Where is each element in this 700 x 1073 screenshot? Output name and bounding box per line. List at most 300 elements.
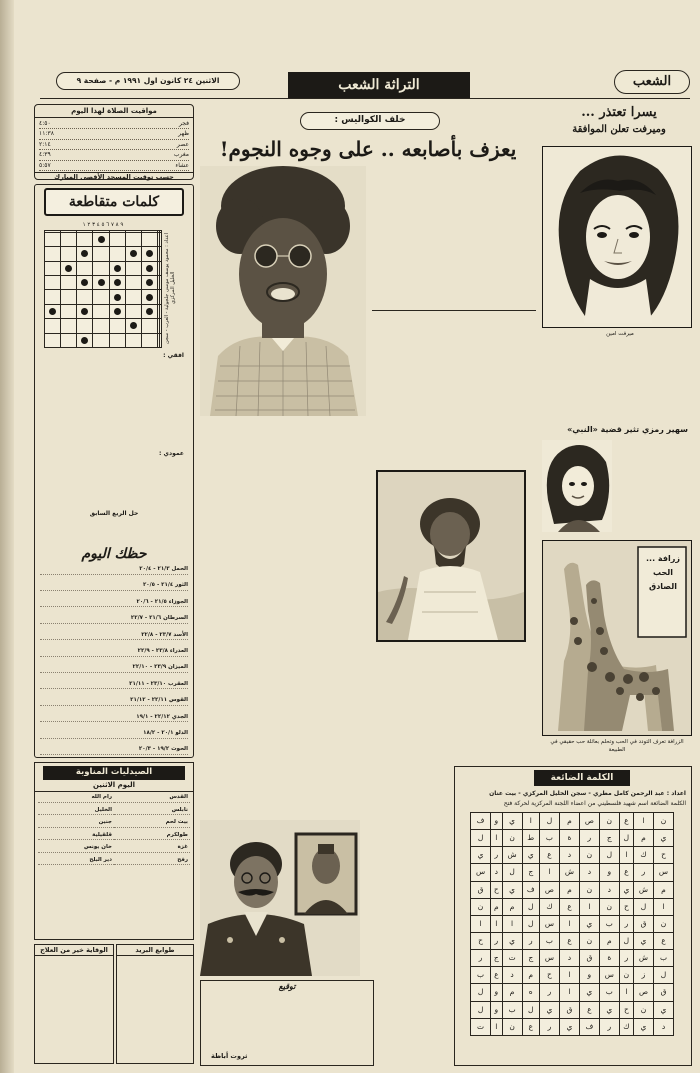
word-puzzle-cell[interactable]: ا: [653, 898, 673, 915]
crossword-cell[interactable]: [45, 275, 61, 289]
word-puzzle-cell[interactable]: ا: [491, 915, 503, 932]
logo-box: [614, 70, 690, 94]
health-box: [34, 944, 114, 1064]
word-puzzle-cell[interactable]: ي: [579, 915, 599, 932]
horoscope-sign: [40, 615, 188, 624]
word-puzzle-cell[interactable]: ن: [599, 813, 619, 830]
pharmacy-city-name: رفح: [177, 856, 188, 863]
word-puzzle-cell[interactable]: س: [471, 864, 491, 881]
word-puzzle-cell[interactable]: ك: [539, 898, 559, 915]
crossword-cell[interactable]: [93, 290, 109, 304]
word-puzzle-cell[interactable]: د: [599, 881, 619, 898]
word-puzzle-cell[interactable]: س: [539, 915, 559, 932]
word-puzzle-cell[interactable]: ح: [539, 967, 559, 984]
horoscope-sign-name: العذراء ٢٣/٨ - ٢٢/٩: [137, 647, 188, 654]
crossword-numbers: ٩ ٨ ٧ ٦ ٥ ٤ ٣ ٢ ١: [82, 222, 124, 228]
horoscope-sign-name: الأسد ٢٣/٧ - ٢٢/٨: [141, 631, 188, 638]
word-puzzle-cell[interactable]: ي: [539, 1001, 559, 1018]
word-puzzle-cell[interactable]: ي: [502, 813, 522, 830]
horoscope-sign-name: القوس ٢٢/١١ - ٢١/١٢: [130, 697, 188, 704]
pharmacy-city-name: جنين: [98, 819, 112, 825]
crossword-cell[interactable]: [159, 261, 161, 275]
word-puzzle-cell[interactable]: ح: [619, 898, 633, 915]
word-puzzle-cell[interactable]: ل: [653, 967, 673, 984]
word-puzzle-cell[interactable]: ع: [559, 932, 579, 949]
word-puzzle-cell[interactable]: د: [491, 864, 503, 881]
word-puzzle-cell[interactable]: ق: [471, 881, 491, 898]
crossword-cell[interactable]: [93, 304, 109, 318]
word-puzzle-cell[interactable]: ن: [633, 1001, 653, 1018]
horoscope-sign: [40, 681, 188, 690]
crossword-cell[interactable]: [157, 333, 159, 347]
word-puzzle-cell[interactable]: ب: [653, 950, 673, 967]
word-puzzle-cell[interactable]: ا: [559, 984, 579, 1001]
word-puzzle-cell[interactable]: ي: [653, 1001, 673, 1018]
word-puzzle-cell[interactable]: م: [653, 881, 673, 898]
side-headline-box: [544, 104, 694, 142]
article-col-b: [456, 314, 536, 474]
word-puzzle-cell[interactable]: ن: [502, 830, 522, 847]
word-puzzle-cell[interactable]: ي: [559, 1018, 579, 1035]
signature-author: ثروت أباظة: [211, 1052, 248, 1060]
crossword-title: كلمات متقاطعة: [68, 194, 160, 210]
word-puzzle-cell[interactable]: ق: [579, 950, 599, 967]
article-col-a: [372, 314, 452, 474]
crossword-cell[interactable]: [109, 333, 125, 347]
word-puzzle-cell[interactable]: ق: [559, 1001, 579, 1018]
word-puzzle-cell[interactable]: ر: [633, 864, 653, 881]
word-puzzle-cell[interactable]: م: [559, 881, 579, 898]
desert-scene-photo: [376, 470, 526, 642]
word-puzzle-cell[interactable]: ي: [653, 830, 673, 847]
article-kicker: خلف الكواليس :: [334, 115, 406, 125]
signature-box: [200, 980, 374, 1066]
crossword-cell[interactable]: [45, 290, 61, 304]
crossword-solution-title: حل الربع السابق: [89, 510, 139, 517]
word-puzzle-cell[interactable]: ب: [539, 830, 559, 847]
word-puzzle-cell[interactable]: ا: [633, 813, 653, 830]
word-puzzle-cell[interactable]: ن: [579, 932, 599, 949]
word-puzzle-cell[interactable]: ش: [559, 864, 579, 881]
word-puzzle-cell[interactable]: ل: [633, 898, 653, 915]
signature-text: [201, 993, 373, 1051]
word-puzzle-cell[interactable]: ن: [653, 915, 673, 932]
horoscope-sign-name: الحوت ١٩/٢ - ٢٠/٣: [138, 746, 188, 753]
prayer-rows: [35, 118, 193, 172]
crossword-cell[interactable]: [77, 261, 93, 275]
crossword-cell[interactable]: [109, 247, 125, 261]
crossword-cell[interactable]: [93, 319, 109, 333]
prayer-row: [39, 119, 189, 129]
main-portrait-photo: [200, 166, 366, 416]
word-puzzle-cell[interactable]: ف: [579, 1018, 599, 1035]
crossword-cell[interactable]: [125, 261, 141, 275]
crossword-cell: [77, 304, 93, 318]
word-puzzle-cell[interactable]: م: [559, 813, 579, 830]
prayer-name: ظهر: [178, 130, 189, 138]
word-puzzle-cell[interactable]: ل: [471, 830, 491, 847]
crossword-cell[interactable]: [141, 333, 157, 347]
word-puzzle-cell[interactable]: ج: [491, 950, 503, 967]
word-puzzle-cell[interactable]: ل: [619, 830, 633, 847]
crossword-cell[interactable]: [157, 290, 159, 304]
pharmacy-city: [38, 857, 114, 866]
pharmacy-city: [38, 807, 114, 816]
pharmacy-city-name: قلقيلية: [92, 831, 112, 838]
word-puzzle-cell[interactable]: ر: [619, 915, 633, 932]
crossword-cell[interactable]: [109, 232, 125, 246]
crossword-cell[interactable]: [159, 304, 161, 318]
crossword-cell[interactable]: [125, 304, 141, 318]
pharmacy-city: [114, 857, 190, 866]
prayer-row: [39, 150, 189, 160]
word-puzzle-cell[interactable]: ا: [539, 864, 559, 881]
article-col-h: [376, 960, 450, 1066]
crossword-cell[interactable]: [159, 275, 161, 289]
word-puzzle-cell[interactable]: ع: [491, 967, 503, 984]
word-puzzle-cell[interactable]: ي: [502, 932, 522, 949]
word-puzzle-cell[interactable]: ك: [619, 1018, 633, 1035]
horoscope-list: [40, 566, 188, 754]
word-puzzle-cell[interactable]: س: [653, 864, 673, 881]
crossword-cell[interactable]: [159, 333, 161, 347]
word-puzzle-cell[interactable]: ن: [471, 898, 491, 915]
word-puzzle-cell[interactable]: ي: [471, 847, 491, 864]
prayer-footer: حسب توقيت المسجد الأقصى المبارك: [35, 172, 193, 182]
prayer-time: ٤:٣٩: [39, 151, 51, 159]
word-puzzle-cell[interactable]: ع: [653, 932, 673, 949]
word-puzzle-cell[interactable]: ف: [522, 881, 539, 898]
word-puzzle-cell[interactable]: ا: [471, 915, 491, 932]
prayer-name: عصر: [176, 140, 189, 148]
crossword-cell[interactable]: [77, 232, 93, 246]
crossword-cell[interactable]: [93, 261, 109, 275]
word-puzzle-cell[interactable]: ع: [559, 898, 579, 915]
word-puzzle-cell[interactable]: ح: [471, 932, 491, 949]
word-puzzle-cell[interactable]: ا: [502, 915, 522, 932]
horoscope-sign-name: الجوزاء ٢١/٥ - ٢٠/٦: [136, 598, 188, 605]
crossword-cell[interactable]: [125, 333, 141, 347]
crossword-cell[interactable]: [157, 247, 159, 261]
horoscope-sign: [40, 566, 188, 575]
crossword-cell[interactable]: [45, 333, 61, 347]
pharmacy-list: [35, 792, 193, 871]
horoscope-sign: [40, 730, 188, 739]
word-puzzle-cell[interactable]: ر: [522, 932, 539, 949]
word-puzzle-cell[interactable]: ب: [599, 915, 619, 932]
word-puzzle-cell[interactable]: ر: [579, 830, 599, 847]
word-puzzle-cell[interactable]: ر: [471, 950, 491, 967]
word-puzzle-cell[interactable]: ر: [619, 950, 633, 967]
word-puzzle-cell[interactable]: ش: [633, 881, 653, 898]
word-puzzle-cell[interactable]: د: [653, 1018, 673, 1035]
word-puzzle-cell[interactable]: ا: [491, 830, 503, 847]
crossword-cell: [125, 319, 141, 333]
pharmacy-subtitle: اليوم الاثنين: [35, 780, 193, 792]
signature-label: توقيع: [278, 982, 296, 991]
article-col-f: [376, 646, 450, 956]
word-puzzle-cell[interactable]: ف: [471, 813, 491, 830]
rule-1: [372, 310, 536, 311]
word-puzzle-cell[interactable]: ب: [599, 984, 619, 1001]
crossword-cell: [141, 261, 157, 275]
horoscope-sign-name: الجدي ٢٢/١٢ - ١٩/١: [136, 713, 188, 720]
word-puzzle-cell[interactable]: م: [522, 967, 539, 984]
word-puzzle-cell[interactable]: د: [559, 847, 579, 864]
horoscope-sign: [40, 648, 188, 657]
crossword-cell[interactable]: [157, 275, 159, 289]
health-title: الوقاية خير من العلاج: [35, 945, 113, 956]
word-puzzle-cell[interactable]: ك: [633, 847, 653, 864]
crossword-across-title: افقي :: [163, 352, 184, 359]
word-puzzle-cell[interactable]: ي: [633, 1018, 653, 1035]
crossword-cell[interactable]: [45, 232, 61, 246]
date-line-box: [56, 72, 240, 90]
word-puzzle-clue: الكلمة الضائعة اسم شهيد فلسطيني من اعضاء اللجنة المركزية لحركة فتح: [503, 800, 686, 807]
stamps-text: [117, 956, 193, 1062]
word-puzzle-cell[interactable]: ا: [559, 967, 579, 984]
word-puzzle-cell[interactable]: ع: [619, 864, 633, 881]
crossword-cell: [109, 261, 125, 275]
crossword-cell[interactable]: [77, 290, 93, 304]
horoscope-sign: [40, 599, 188, 608]
pharmacy-city-name: الخليل: [94, 806, 112, 813]
prayer-time: ٥:٥٧: [39, 161, 51, 169]
crossword-author: اعداد : محمود يوسف موسى جلجولية - العرب - سجن الخليل المركزي: [164, 232, 176, 344]
word-puzzle-cell[interactable]: ا: [491, 1018, 503, 1035]
crossword-cell[interactable]: [141, 232, 157, 246]
giraffe-title-box: [638, 548, 688, 632]
horoscope-sign-name: الحمل ٢١/٣ - ٢٠/٤: [139, 566, 188, 572]
word-puzzle-cell[interactable]: ر: [539, 1018, 559, 1035]
word-puzzle-cell[interactable]: ج: [522, 864, 539, 881]
crossword-cell[interactable]: [45, 319, 61, 333]
word-puzzle-grid[interactable]: [470, 812, 674, 1036]
word-puzzle-cell[interactable]: ل: [471, 984, 491, 1001]
crossword-cell[interactable]: [141, 319, 157, 333]
word-puzzle-cell[interactable]: ج: [522, 950, 539, 967]
word-puzzle-cell[interactable]: ع: [579, 1001, 599, 1018]
prayer-name: مغرب: [173, 151, 189, 159]
word-puzzle-cell[interactable]: ر: [599, 1018, 619, 1035]
pharmacy-city: [114, 807, 190, 816]
word-puzzle-cell[interactable]: م: [502, 898, 522, 915]
military-portrait-photo: [200, 820, 360, 976]
word-puzzle-cell[interactable]: ع: [539, 847, 559, 864]
crossword-cell[interactable]: [159, 232, 161, 246]
word-puzzle-cell[interactable]: ب: [502, 1001, 522, 1018]
word-puzzle-cell[interactable]: و: [579, 967, 599, 984]
word-puzzle-cell[interactable]: ا: [522, 813, 539, 830]
word-puzzle-cell[interactable]: ه: [522, 984, 539, 1001]
crossword-cell[interactable]: [61, 319, 77, 333]
horoscope-sign: [40, 664, 188, 673]
crossword-cell[interactable]: [125, 275, 141, 289]
word-puzzle-cell[interactable]: ح: [619, 1001, 633, 1018]
horoscope-title: حظك اليوم: [81, 546, 147, 562]
word-puzzle-cell[interactable]: ل: [522, 915, 539, 932]
side-caption-1: ميرفت امين: [606, 331, 634, 337]
word-puzzle-cell[interactable]: س: [599, 967, 619, 984]
stamps-title: طوابع البريد: [117, 945, 193, 956]
crossword-cell[interactable]: [157, 232, 159, 246]
crossword-cell: [109, 304, 125, 318]
word-puzzle-cell[interactable]: ت: [471, 1018, 491, 1035]
word-puzzle-cell[interactable]: ط: [522, 830, 539, 847]
word-puzzle-cell[interactable]: ر: [491, 847, 503, 864]
word-puzzle-cell[interactable]: ل: [471, 1001, 491, 1018]
word-puzzle-cell[interactable]: م: [491, 898, 503, 915]
crossword-cell[interactable]: [61, 304, 77, 318]
crossword-grid[interactable]: [44, 230, 162, 348]
article-headline-box: [200, 132, 536, 166]
word-puzzle-cell[interactable]: ي: [599, 1001, 619, 1018]
pharmacy-city: [114, 844, 190, 853]
article-col-d: [258, 420, 312, 840]
word-puzzle-cell[interactable]: ن: [653, 813, 673, 830]
pharmacy-city-name: طولكرم: [166, 831, 188, 838]
crossword-cell: [141, 275, 157, 289]
article-col-e: [316, 420, 370, 840]
word-puzzle-cell[interactable]: ل: [599, 847, 619, 864]
word-puzzle-cell[interactable]: ش: [502, 847, 522, 864]
crossword-cell[interactable]: [159, 247, 161, 261]
word-puzzle-cell[interactable]: ا: [579, 898, 599, 915]
horoscope-sign-name: السرطان ٢١/٦ - ٢٢/٧: [130, 615, 188, 622]
pharmacy-section: [34, 762, 194, 940]
word-puzzle-cell[interactable]: ر: [491, 932, 503, 949]
crossword-down-title: عمودي :: [159, 450, 184, 457]
word-puzzle-cell[interactable]: ع: [619, 813, 633, 830]
word-puzzle-cell[interactable]: ي: [579, 984, 599, 1001]
crossword-cell: [109, 275, 125, 289]
word-puzzle-cell[interactable]: ز: [633, 967, 653, 984]
crossword-cell[interactable]: [93, 247, 109, 261]
crossword-cell: [141, 247, 157, 261]
side-text-2: [614, 440, 692, 536]
crossword-cell[interactable]: [61, 333, 77, 347]
word-puzzle-cell[interactable]: ن: [502, 1018, 522, 1035]
word-puzzle-cell[interactable]: ج: [599, 830, 619, 847]
word-puzzle-cell[interactable]: ص: [579, 813, 599, 830]
side-headline-1: يسرا تعتذر ...: [581, 105, 657, 120]
word-puzzle-cell[interactable]: و: [491, 1001, 503, 1018]
word-puzzle-cell[interactable]: د: [579, 864, 599, 881]
crossword-cell[interactable]: [61, 247, 77, 261]
word-puzzle-cell[interactable]: د: [502, 967, 522, 984]
word-puzzle-cell[interactable]: ل: [522, 898, 539, 915]
crossword-cell[interactable]: [157, 319, 159, 333]
crossword-cell[interactable]: [109, 319, 125, 333]
pharmacy-city-name: القدس: [169, 794, 188, 800]
crossword-cell: [141, 304, 157, 318]
prayer-row: [39, 129, 189, 139]
side-headline-3: سهير رمزي تثير قضية «النبي»: [567, 425, 688, 434]
crossword-cell[interactable]: [157, 261, 159, 275]
crossword-cell[interactable]: [93, 333, 109, 347]
actress-photo-2: [542, 440, 612, 532]
word-puzzle-cell[interactable]: س: [539, 950, 559, 967]
word-puzzle-cell[interactable]: ش: [633, 950, 653, 967]
word-puzzle-cell[interactable]: ق: [653, 984, 673, 1001]
word-puzzle-cell[interactable]: ة: [559, 830, 579, 847]
crossword-cell[interactable]: [77, 319, 93, 333]
word-puzzle-cell[interactable]: ت: [502, 950, 522, 967]
prayer-time: ٤:٥٠: [39, 120, 51, 127]
article-headline: يعزف بأصابعه .. على وجوه النجوم!: [219, 137, 517, 161]
word-puzzle-cell[interactable]: ن: [579, 847, 599, 864]
crossword-cell[interactable]: [61, 275, 77, 289]
prayer-time: ١١:٣٨: [39, 130, 54, 138]
word-puzzle-cell[interactable]: ق: [633, 915, 653, 932]
word-puzzle-cell[interactable]: ي: [522, 847, 539, 864]
word-puzzle-cell[interactable]: ص: [539, 881, 559, 898]
crossword-cell[interactable]: [45, 247, 61, 261]
crossword-cell: [109, 290, 125, 304]
word-puzzle-cell[interactable]: ل: [502, 864, 522, 881]
crossword-cell[interactable]: [159, 319, 161, 333]
word-puzzle-cell[interactable]: و: [491, 984, 503, 1001]
word-puzzle-cell[interactable]: ة: [599, 950, 619, 967]
crossword-cell[interactable]: [157, 304, 159, 318]
crossword-cell[interactable]: [125, 290, 141, 304]
word-puzzle-cell[interactable]: ل: [539, 813, 559, 830]
prayer-name: عشاء: [175, 161, 189, 169]
word-puzzle-cell[interactable]: ا: [619, 847, 633, 864]
crossword-cell[interactable]: [61, 290, 77, 304]
word-puzzle-cell[interactable]: د: [559, 950, 579, 967]
word-puzzle-cell[interactable]: ع: [522, 1018, 539, 1035]
word-puzzle-cell[interactable]: م: [633, 830, 653, 847]
pharmacy-city: [38, 832, 114, 841]
word-puzzle-cell[interactable]: ي: [502, 881, 522, 898]
crossword-cell[interactable]: [61, 232, 77, 246]
crossword-cell: [141, 290, 157, 304]
health-text: [35, 956, 113, 1062]
word-puzzle-cell[interactable]: و: [599, 864, 619, 881]
crossword-cell[interactable]: [159, 290, 161, 304]
word-puzzle-cell[interactable]: م: [502, 984, 522, 1001]
crossword-cell[interactable]: [125, 232, 141, 246]
prayer-times-box: [34, 104, 194, 180]
word-puzzle-cell[interactable]: ب: [539, 932, 559, 949]
word-puzzle-cell[interactable]: ب: [471, 967, 491, 984]
word-puzzle-cell[interactable]: ل: [522, 1001, 539, 1018]
word-puzzle-cell[interactable]: ي: [619, 881, 633, 898]
word-puzzle-cell[interactable]: و: [491, 813, 503, 830]
crossword-cell: [125, 247, 141, 261]
word-puzzle-cell[interactable]: م: [599, 932, 619, 949]
word-puzzle-cell[interactable]: ا: [619, 984, 633, 1001]
crossword-cell[interactable]: [45, 261, 61, 275]
word-puzzle-cell[interactable]: ن: [599, 898, 619, 915]
word-puzzle-cell[interactable]: ح: [491, 881, 503, 898]
word-puzzle-cell[interactable]: ي: [633, 932, 653, 949]
word-puzzle-cell[interactable]: ر: [539, 984, 559, 1001]
word-puzzle-cell[interactable]: ن: [579, 881, 599, 898]
word-puzzle-cell[interactable]: ص: [633, 984, 653, 1001]
word-puzzle-cell[interactable]: ل: [619, 932, 633, 949]
horoscope-sign: [40, 697, 188, 706]
word-puzzle-cell[interactable]: ح: [653, 847, 673, 864]
horoscope-sign-name: الميزان ٢٣/٩ - ٢٢/١٠: [132, 664, 188, 671]
word-puzzle-cell[interactable]: ن: [619, 967, 633, 984]
pharmacy-city-name: دير البلح: [89, 856, 112, 863]
page-spine: [0, 0, 14, 1073]
giraffe-title: زرافة ... الحب الصادق: [646, 554, 680, 591]
word-puzzle-cell[interactable]: ا: [559, 915, 579, 932]
crossword-cell: [77, 333, 93, 347]
